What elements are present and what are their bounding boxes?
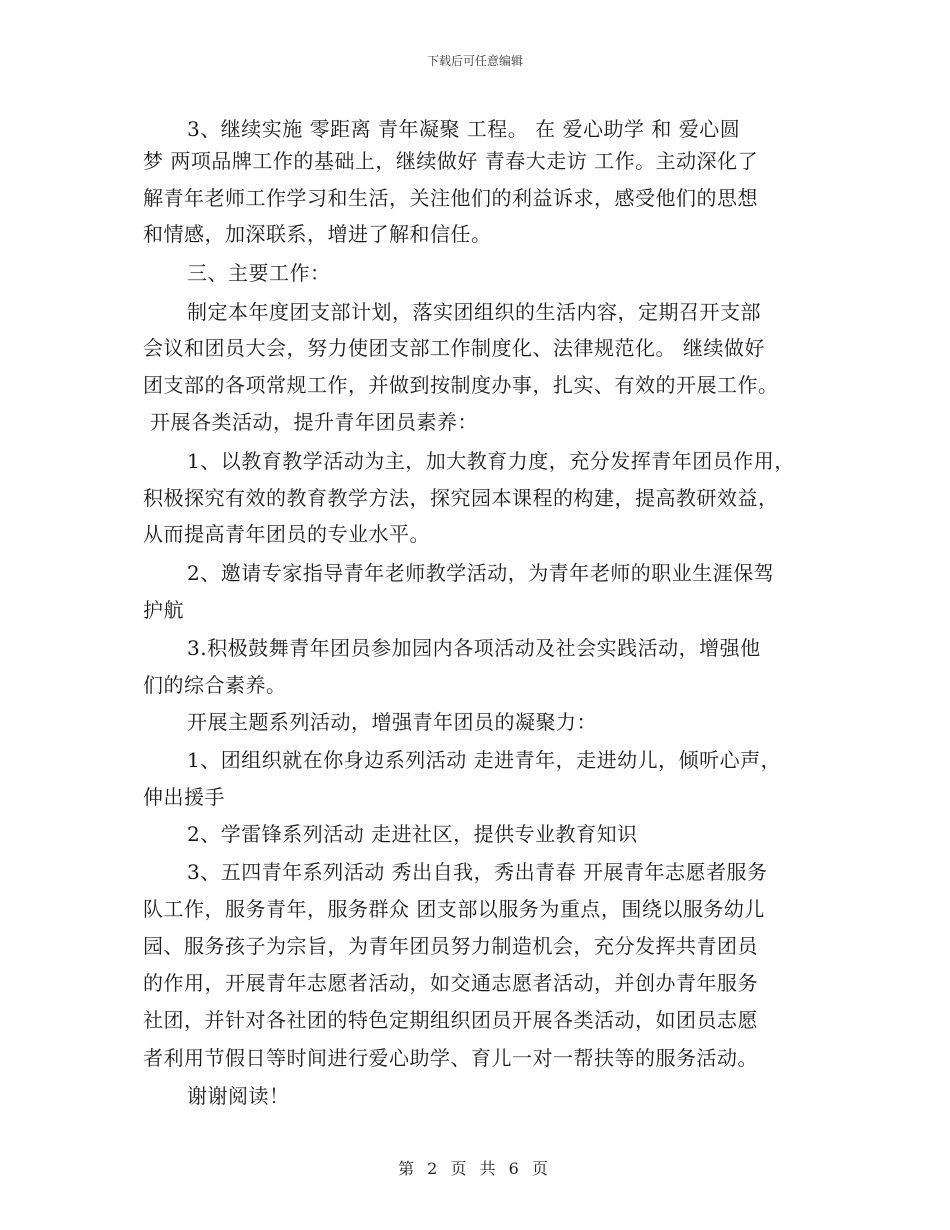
text-line: 队工作，服务青年，服务群众 团支部以服务为重点，围绕以服务幼儿	[143, 897, 765, 921]
text-line: 园、服务孩子为宗旨，为青年团员努力制造机会，充分发挥共青团员	[143, 934, 758, 958]
text-line: 梦 两项品牌工作的基础上，继续做好 青春大走访 工作。主动深化了	[143, 149, 759, 173]
text-line: 3、继续实施 零距离 青年凝聚 工程。 在 爱心助学 和 爱心圆	[187, 117, 741, 141]
text-line: 会议和团员大会，努力使团支部工作制度化、法律规范化。 继续做好	[143, 336, 765, 360]
text-line: 社团，并针对各社团的特色定期组织团员开展各类活动，如团员志愿	[143, 1008, 758, 1032]
text-line: 伸出援手	[143, 785, 225, 809]
page-number: 第 2 页 共 6 页	[398, 1159, 552, 1178]
text-line: 团支部的各项常规工作，并做到按制度办事，扎实、有效的开展工作。	[143, 373, 779, 397]
text-line: 1、以教育教学活动为主，加大教育力度，充分发挥青年团员作用，	[187, 449, 795, 473]
text-line: 护航	[143, 598, 184, 622]
text-line: 从而提高青年团员的专业水平。	[143, 522, 430, 546]
text-line: 2、学雷锋系列活动 走进社区，提供专业教育知识	[187, 822, 638, 846]
text-line: 3.积极鼓舞青年团员参加园内各项活动及社会实践活动，增强他	[187, 636, 761, 660]
text-line: 积极探究有效的教育教学方法，探究园本课程的构建，提高教研效益，	[143, 486, 779, 510]
text-line: 解青年老师工作学习和生活，关注他们的利益诉求，感受他们的思想	[143, 186, 758, 210]
text-line: 们的综合素养。	[143, 673, 287, 697]
subheading: 开展主题系列活动，增强青年团员的凝聚力：	[187, 710, 597, 734]
text-line: 的作用，开展青年志愿者活动，如交通志愿者活动，并创办青年服务	[143, 971, 758, 995]
text-line: 和情感，加深联系，增进了解和信任。	[143, 222, 492, 246]
text-line: 3、五四青年系列活动 秀出自我，秀出青春 开展青年志愿者服务	[187, 860, 768, 884]
text-line: 1、团组织就在你身边系列活动 走进青年，走进幼儿，倾听心声，	[187, 748, 782, 772]
section-heading: 三、主要工作：	[187, 261, 331, 285]
text-line: 2、邀请专家指导青年老师教学活动，为青年老师的职业生涯保驾	[187, 561, 775, 585]
subheading: 开展各类活动，提升青年团员素养：	[150, 410, 478, 434]
closing-line: 谢谢阅读！	[187, 1084, 290, 1108]
text-line: 者利用节假日等时间进行爱心助学、育儿一对一帮扶等的服务活动。	[143, 1046, 758, 1070]
page-header: 下载后可任意编辑	[426, 54, 523, 68]
text-line: 制定本年度团支部计划，落实团组织的生活内容，定期召开支部	[187, 300, 761, 324]
